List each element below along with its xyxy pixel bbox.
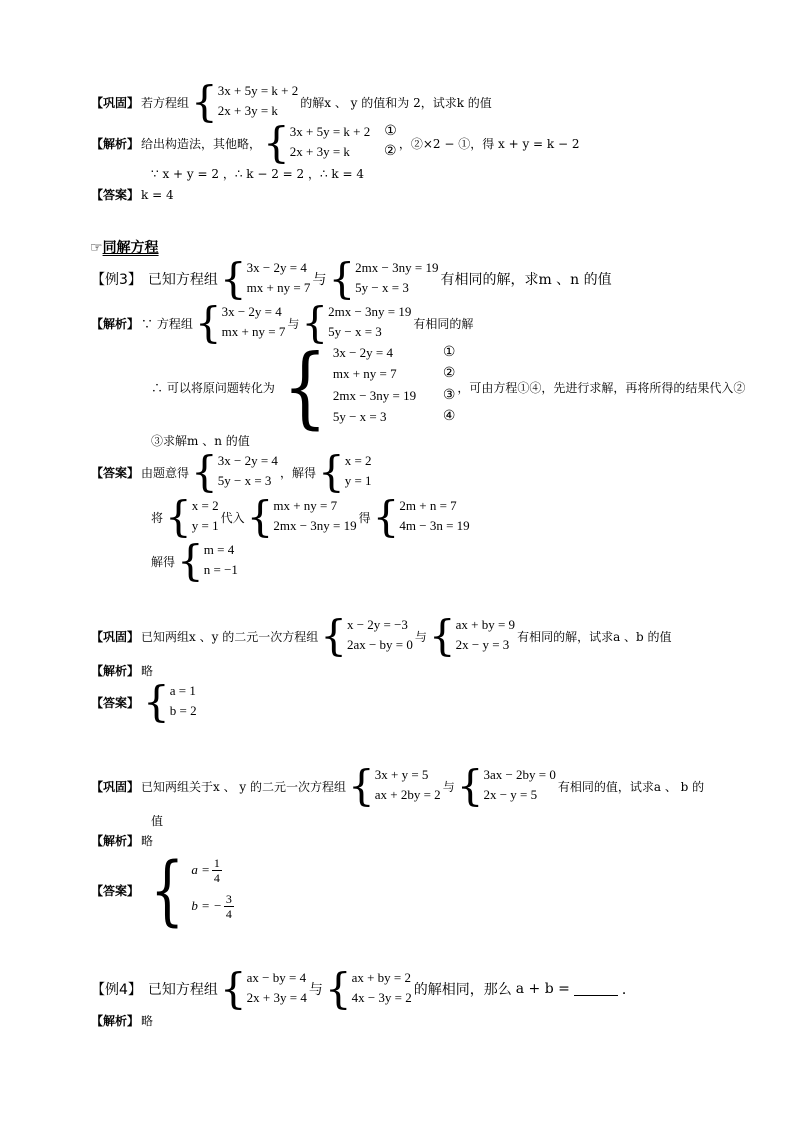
equation-system: { 3x + 5y = k + 2 ① 2x + 3y = k ② bbox=[263, 118, 397, 167]
equation: 2m + n = 7 bbox=[399, 498, 457, 513]
connector-text: 与 bbox=[442, 779, 455, 794]
variable-label: a = bbox=[191, 862, 210, 877]
equation: 3x − 2y = 4 bbox=[221, 304, 282, 319]
lead-text: ∴ 可以将原问题转化为 bbox=[151, 380, 275, 395]
label-tag: 【答案】 bbox=[91, 465, 140, 480]
equation: 2mx − 3ny = 19 bbox=[273, 518, 357, 533]
equation: 2mx − 3ny = 19 bbox=[328, 304, 412, 319]
label-tag: 【答案】 bbox=[91, 883, 140, 898]
analysis-1-line2 bbox=[151, 165, 364, 182]
equation: 3x − 2y = 4 bbox=[217, 453, 278, 468]
equation: 5y − x = 3 bbox=[332, 408, 387, 424]
example-3 bbox=[91, 254, 612, 303]
circled-number: ② bbox=[442, 366, 456, 382]
tail-text: 有相同的解，求m 、n 的值 bbox=[440, 272, 612, 288]
answer-1 bbox=[91, 186, 174, 203]
equation: 5y − x = 3 bbox=[328, 324, 382, 339]
equation-system: { x = 2 y = 1 bbox=[165, 492, 219, 541]
example-4 bbox=[91, 964, 636, 1013]
lead-text: 已知两组关于x 、 y 的二元一次方程组 bbox=[141, 779, 347, 794]
analysis-text: ∵ x + y = 2 ，∴ k − 2 = 2 ，∴ k = 4 bbox=[151, 167, 365, 181]
section-title: 同解方程 bbox=[102, 240, 159, 256]
analysis-text: 略 bbox=[141, 834, 154, 848]
tail-text: 值 bbox=[151, 814, 164, 828]
tail-text: 的解x 、 y 的值和为 2，试求k 的值 bbox=[300, 95, 492, 110]
connector-text: ，解得 bbox=[279, 465, 316, 480]
equation-system: { 3ax − 2by = 0 2x − y = 5 bbox=[456, 761, 556, 810]
equation-system: { 3x − 2y = 4 mx + ny = 7 bbox=[194, 298, 286, 347]
equation: 2mx − 3ny = 19 bbox=[355, 260, 439, 275]
equation: 3x + 5y = k + 2 bbox=[289, 124, 371, 139]
equation-system: { ax − by = 4 2x + 3y = 4 bbox=[219, 964, 307, 1013]
equation: 3x + y = 5 bbox=[374, 767, 429, 782]
equation: y = 1 bbox=[344, 473, 372, 488]
answer-blank[interactable] bbox=[574, 983, 618, 996]
equation: mx + ny = 7 bbox=[273, 498, 338, 513]
answer-3-solve bbox=[151, 536, 240, 585]
equation: x = 2 bbox=[191, 498, 219, 513]
equation-system: { 3x + 5y = k + 2 2x + 3y = k bbox=[191, 77, 299, 126]
equation-system: { ax + by = 2 4x − 3y = 2 bbox=[324, 964, 412, 1013]
connector-text: 得 bbox=[358, 510, 371, 525]
equation: mx + ny = 7 bbox=[332, 366, 397, 382]
label-tag: 【巩固】 bbox=[91, 95, 140, 110]
denominator: 4 bbox=[213, 870, 220, 885]
tail-text: 有相同的解，试求a 、b 的值 bbox=[517, 629, 672, 644]
answer-3 bbox=[91, 447, 374, 496]
numerator: 1 bbox=[213, 855, 220, 870]
equation: 3x + 5y = k + 2 bbox=[217, 83, 299, 98]
equation: 3x − 2y = 4 bbox=[246, 260, 307, 275]
connector-text: 代入 bbox=[220, 510, 245, 525]
equation: a = 1 bbox=[169, 683, 196, 698]
analysis-4 bbox=[91, 1012, 153, 1029]
equation-system: { 3x − 2y = 4 mx + ny = 7 bbox=[219, 254, 311, 303]
equation: ax + 2by = 2 bbox=[374, 787, 441, 802]
analysis-1 bbox=[91, 118, 580, 167]
equation-system: { x − 2y = −3 2ax − by = 0 bbox=[320, 611, 413, 660]
connector-text: 与 bbox=[414, 629, 427, 644]
equation: m = 4 bbox=[203, 542, 235, 557]
circled-number: ④ bbox=[442, 408, 456, 424]
equation: 2x − y = 5 bbox=[483, 787, 538, 802]
answer-b3 bbox=[91, 845, 238, 934]
analysis-text: 略 bbox=[141, 664, 154, 678]
fraction bbox=[212, 856, 222, 885]
lead-text: 若方程组 bbox=[141, 95, 190, 110]
equation-system: { 3x − 2y = 4 5y − x = 3 bbox=[191, 447, 278, 496]
label-tag: 【例3】 bbox=[91, 272, 142, 288]
circled-number: ① bbox=[384, 124, 397, 139]
answer-b2 bbox=[91, 677, 199, 726]
lead-text: ∵ 方程组 bbox=[141, 316, 193, 331]
equation: 2x + 3y = 4 bbox=[246, 990, 307, 1005]
equation-system: { m = 4 n = −1 bbox=[177, 536, 238, 585]
expression: a + b = bbox=[515, 981, 570, 997]
lead-text: 已知方程组 bbox=[147, 982, 218, 998]
equation: 5y − x = 3 bbox=[355, 280, 409, 295]
lead-text: 将 bbox=[151, 510, 164, 525]
circled-number: ① bbox=[442, 345, 456, 360]
equation: mx + ny = 7 bbox=[221, 324, 286, 339]
equation-system: { mx + ny = 7 2mx − 3ny = 19 bbox=[246, 492, 357, 541]
equation-system: { 3x + y = 5 ax + 2by = 2 bbox=[348, 761, 441, 810]
equation-system: { 3x − 2y = 4 ① mx + ny = 7 ② 2mx − 3ny = 19 ③ 5y − x = 3 ④ bbox=[282, 335, 456, 438]
label-tag: 【巩固】 bbox=[91, 629, 140, 644]
analysis-3-transform bbox=[151, 335, 746, 438]
analysis-b3 bbox=[91, 832, 153, 849]
lead-text: 解得 bbox=[151, 554, 176, 569]
equation: b = 2 bbox=[169, 703, 197, 718]
lead-text: 已知两组x 、y 的二元一次方程组 bbox=[141, 629, 319, 644]
exercise-consolidate-3-line2 bbox=[151, 812, 163, 829]
circled-number: ③ bbox=[442, 387, 456, 403]
label-tag: 【巩固】 bbox=[91, 779, 140, 794]
equation: ax + by = 9 bbox=[455, 617, 516, 632]
pointing-hand-icon: ☞ bbox=[90, 240, 103, 256]
equation: n = −1 bbox=[203, 562, 238, 577]
equation: ax + by = 2 bbox=[351, 970, 411, 985]
tail-text: ，②×2 − ①，得 x + y = k − 2 bbox=[398, 136, 580, 151]
label-tag: 【答案】 bbox=[91, 695, 140, 710]
circled-number: ② bbox=[383, 144, 397, 159]
tail-text: 有相同的解 bbox=[413, 316, 474, 331]
label-tag: 【例4】 bbox=[91, 982, 142, 998]
connector-text: 与 bbox=[308, 982, 323, 998]
lead-text: 给出构造法，其他略， bbox=[141, 136, 262, 151]
equation-system: { 2m + n = 7 4m − 3n = 19 bbox=[372, 492, 470, 541]
equation: 2ax − by = 0 bbox=[346, 637, 413, 652]
variable-label: b = − bbox=[191, 898, 222, 913]
equation: 4m − 3n = 19 bbox=[399, 518, 470, 533]
equation-system: { ax + by = 9 2x − y = 3 bbox=[428, 611, 516, 660]
tail-text: ，可由方程①④，先进行求解，再将所得的结果代入② bbox=[457, 380, 746, 395]
lead-text: 已知方程组 bbox=[147, 272, 218, 288]
section-heading bbox=[90, 237, 159, 257]
equation: 5y − x = 3 bbox=[217, 473, 272, 488]
label-tag: 【解析】 bbox=[91, 316, 140, 331]
denominator: 4 bbox=[225, 906, 232, 921]
label-tag: 【解析】 bbox=[91, 1014, 140, 1028]
lead-text: 由题意得 bbox=[141, 465, 190, 480]
equation-system: { x = 2 y = 1 bbox=[317, 447, 372, 496]
analysis-text: 略 bbox=[141, 1014, 154, 1028]
fraction bbox=[224, 892, 234, 921]
tail-text: 的解相同，那么 bbox=[413, 982, 512, 998]
analysis-text: ③求解m 、n 的值 bbox=[151, 434, 250, 448]
equation: ax − by = 4 bbox=[246, 970, 307, 985]
equation: 3ax − 2by = 0 bbox=[483, 767, 556, 782]
equation: 2x − y = 3 bbox=[455, 637, 510, 652]
equation-system: { a = 1 b = 2 bbox=[143, 677, 197, 726]
equation: x − 2y = −3 bbox=[346, 617, 408, 632]
equation: 4x − 3y = 2 bbox=[351, 990, 412, 1005]
tail-text: 有相同的值，试求a 、 b 的 bbox=[557, 779, 705, 794]
answer-text: k = 4 bbox=[141, 187, 174, 202]
label-tag: 【答案】 bbox=[91, 188, 140, 202]
exercise-consolidate-1 bbox=[91, 77, 492, 126]
equation: 2x + 3y = k bbox=[217, 103, 278, 118]
equation: mx + ny = 7 bbox=[246, 280, 311, 295]
equation: x = 2 bbox=[344, 453, 372, 468]
label-tag: 【解析】 bbox=[91, 136, 140, 151]
equation: 3x − 2y = 4 bbox=[332, 345, 393, 360]
answer-3-substitute bbox=[151, 492, 472, 541]
equation-system: { 2mx − 3ny = 19 5y − x = 3 bbox=[301, 298, 412, 347]
label-tag: 【解析】 bbox=[91, 834, 140, 848]
connector-text: 与 bbox=[287, 316, 300, 331]
equation: 2mx − 3ny = 19 bbox=[332, 387, 417, 403]
connector-text: 与 bbox=[312, 272, 327, 288]
numerator: 3 bbox=[225, 891, 232, 906]
equation-system: { a = $\frac{1}{4}$ b = − $\frac{3}{4}$ bbox=[150, 845, 232, 934]
equation: y = 1 bbox=[191, 518, 219, 533]
period: ． bbox=[621, 982, 636, 998]
exercise-consolidate-3 bbox=[91, 761, 705, 810]
equation-system: { 2mx − 3ny = 19 5y − x = 3 bbox=[328, 254, 439, 303]
exercise-consolidate-2 bbox=[91, 611, 672, 660]
label-tag: 【解析】 bbox=[91, 664, 140, 678]
equation: 2x + 3y = k bbox=[289, 144, 350, 159]
